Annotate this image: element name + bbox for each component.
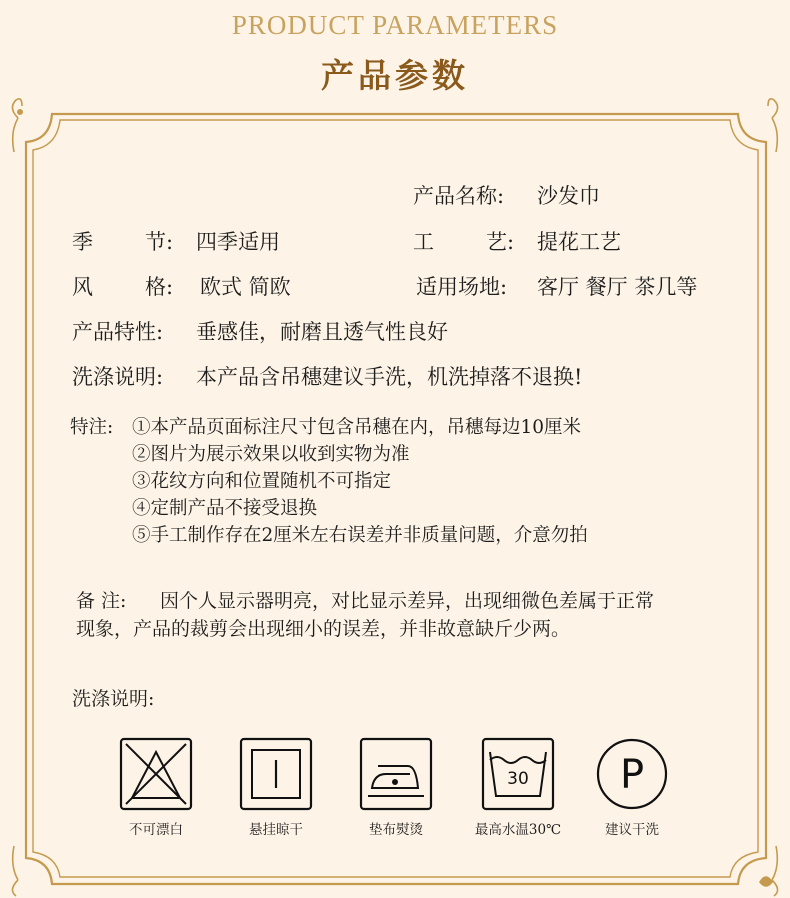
- no-bleach-icon: [118, 736, 194, 812]
- product-name-value: 沙发巾: [537, 184, 600, 208]
- remark-label: 备 注:: [76, 590, 127, 612]
- style-value: 欧式 简欧: [200, 275, 291, 299]
- care-label-hang-dry: 悬挂晾干: [249, 822, 303, 838]
- craft-value: 提花工艺: [537, 230, 621, 254]
- notes-label: 特注:: [70, 417, 114, 438]
- scene-label: 适用场地:: [416, 275, 508, 299]
- style-label-a: 风: [72, 275, 93, 299]
- scene-value: 客厅 餐厅 茶几等: [537, 275, 698, 299]
- season-label-b: 节:: [145, 230, 174, 254]
- wash-label: 洗涤说明:: [72, 365, 164, 389]
- corner-ornament-bottom-right: [760, 846, 778, 896]
- craft-label-a: 工: [413, 230, 434, 254]
- header-title-zh: 产品参数: [321, 56, 469, 95]
- note-item: ①本产品页面标注尺寸包含吊穗在内，吊穗每边10厘米: [132, 417, 582, 438]
- dry-clean-p-icon: [594, 736, 670, 812]
- remark-line-2: 现象，产品的裁剪会出现细小的误差，并非故意缺斤少两。: [76, 618, 571, 640]
- wash-temp-text: 30: [507, 769, 529, 789]
- note-item: ⑤手工制作存在2厘米左右误差并非质量问题，介意勿拍: [132, 525, 588, 546]
- care-label-wash-30: 最高水温30℃: [474, 822, 562, 838]
- note-item: ②图片为展示效果以收到实物为准: [132, 444, 410, 465]
- corner-ornament-top-right: [768, 99, 778, 152]
- season-label-a: 季: [72, 230, 93, 254]
- note-item: ③花纹方向和位置随机不可指定: [132, 471, 392, 492]
- feature-label: 产品特性:: [72, 320, 164, 344]
- wash-value: 本产品含吊穗建议手洗，机洗掉落不退换!: [196, 365, 583, 389]
- hang-dry-icon: [238, 736, 314, 812]
- dry-clean-letter: P: [619, 752, 645, 798]
- feature-value: 垂感佳，耐磨且透气性良好: [196, 320, 448, 344]
- note-item: ④定制产品不接受退换: [132, 498, 318, 519]
- wash-30-icon: [480, 736, 556, 812]
- corner-ornament-bottom-left: [12, 846, 18, 896]
- care-label-iron: 垫布熨烫: [369, 822, 423, 838]
- season-value: 四季适用: [196, 230, 280, 254]
- care-label-no-bleach: 不可漂白: [129, 822, 183, 838]
- header-title-en: PRODUCT PARAMETERS: [231, 10, 559, 40]
- style-label-b: 格:: [145, 275, 174, 299]
- corner-ornament-top-left: [12, 99, 22, 152]
- iron-with-cloth-icon: [358, 736, 434, 812]
- care-title: 洗涤说明:: [72, 688, 155, 710]
- craft-label-b: 艺:: [486, 230, 515, 254]
- care-label-dry-clean: 建议干洗: [605, 822, 659, 838]
- product-name-label: 产品名称:: [413, 184, 505, 208]
- remark-line-1: 因个人显示器明亮，对比显示差异，出现细微色差属于正常: [160, 590, 655, 612]
